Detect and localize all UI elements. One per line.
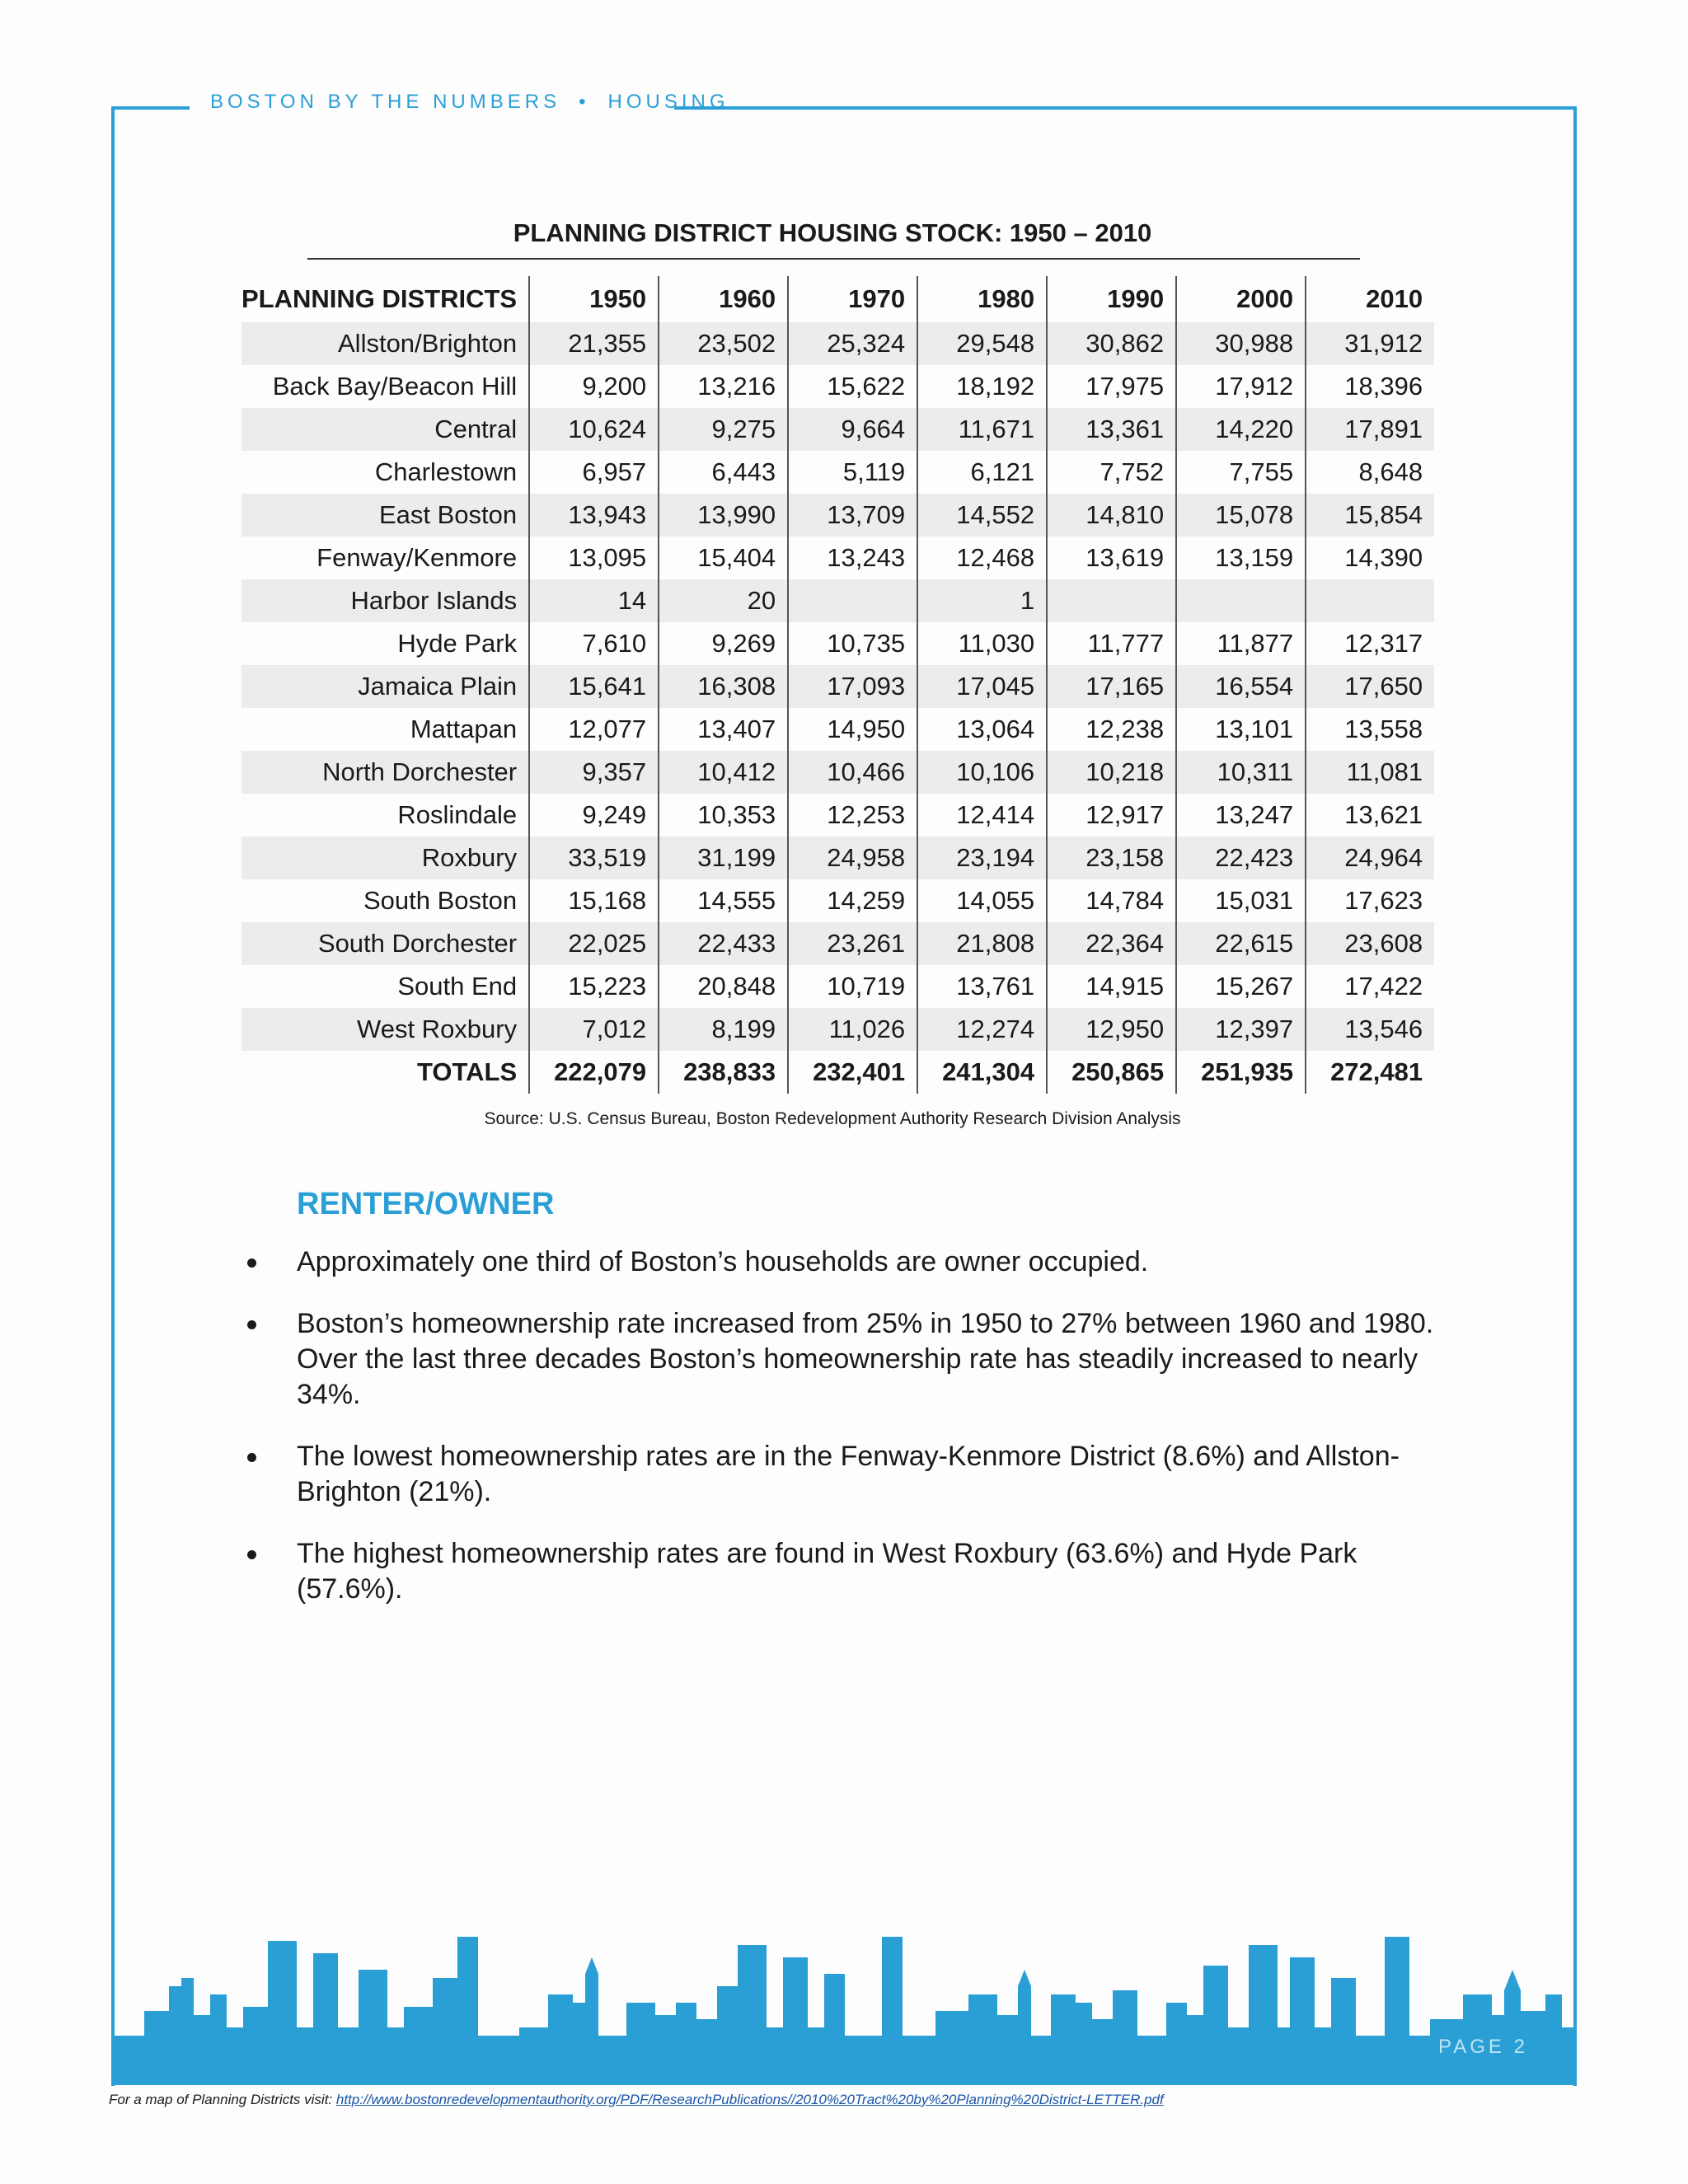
district-name-cell: Allston/Brighton (241, 322, 529, 365)
housing-count-cell: 15,404 (659, 537, 788, 579)
district-name-cell: South End (397, 972, 518, 1001)
housing-count-cell: 13,943 (529, 494, 659, 537)
bullet-item (247, 1439, 1467, 1510)
frame-right (1573, 108, 1577, 2086)
housing-count-cell: 31,199 (659, 837, 788, 879)
housing-count-cell: 14,915 (1047, 965, 1176, 1008)
housing-count-cell: 12,468 (917, 537, 1047, 579)
housing-count-cell: 10,412 (659, 751, 788, 794)
table-row (241, 322, 1434, 365)
table-row (241, 751, 1434, 794)
housing-count-cell: 12,077 (529, 708, 659, 751)
totals-row (241, 1051, 1434, 1094)
housing-count-cell: 14,259 (788, 879, 917, 922)
housing-count-cell: 10,624 (529, 408, 659, 451)
housing-count-cell: 23,261 (788, 922, 917, 965)
housing-count-cell: 13,407 (659, 708, 788, 751)
bullet-dot (247, 1453, 256, 1462)
table-row (241, 408, 1434, 451)
bullet-item (247, 1244, 1467, 1280)
bullet-text: The highest homeownership rates are found in West Roxbury (63.6%) and Hyde Park (57.6%). (297, 1538, 1357, 1605)
housing-count-cell: 22,364 (1047, 922, 1176, 965)
housing-count-cell: 12,274 (917, 1008, 1047, 1051)
table-row (241, 879, 1434, 922)
housing-count-cell: 29,548 (917, 322, 1047, 365)
housing-count-cell: 17,912 (1176, 365, 1306, 408)
housing-count-cell: 13,546 (1306, 1008, 1434, 1051)
bullet-text: Approximately one third of Boston’s households are owner occupied. (297, 1246, 1149, 1277)
housing-count-cell: 12,253 (788, 794, 917, 837)
housing-count-cell: 33,519 (529, 837, 659, 879)
table-row (241, 1008, 1434, 1051)
bullet-list (247, 1244, 1467, 1633)
housing-count-cell: 15,622 (788, 365, 917, 408)
bullet-dot (247, 1258, 256, 1268)
housing-count-cell: 20,848 (659, 965, 788, 1008)
housing-count-cell: 13,101 (1176, 708, 1306, 751)
housing-count-cell: 10,466 (788, 751, 917, 794)
housing-count-cell: 13,216 (659, 365, 788, 408)
housing-count-cell: 22,423 (1176, 837, 1306, 879)
housing-stock-table (241, 276, 1434, 1094)
footnote-prefix: For a map of Planning Districts visit: (109, 2092, 336, 2107)
housing-count-cell (788, 579, 917, 622)
district-name-cell: Roxbury (241, 837, 529, 879)
housing-count-cell: 6,443 (659, 451, 788, 494)
district-name-cell: Mattapan (410, 715, 518, 743)
housing-count-cell: 10,106 (917, 751, 1047, 794)
table-row (241, 837, 1434, 879)
bullet-text: The lowest homeownership rates are in the Fenway-Kenmore District (8.6%) and Allston-Brighton (21%). (297, 1441, 1400, 1507)
housing-count-cell: 222,079 (529, 1051, 659, 1094)
table-source: Source: U.S. Census Bureau, Boston Redevelopment Authority Research Division Analysis (484, 1109, 1181, 1128)
district-name-cell: North Dorchester (241, 751, 529, 794)
district-name-cell: Charlestown (374, 457, 518, 486)
housing-count-cell: 9,249 (529, 794, 659, 837)
housing-count-cell: 22,433 (659, 922, 788, 965)
housing-count-cell: 13,247 (1176, 794, 1306, 837)
housing-count-cell: 23,158 (1047, 837, 1176, 879)
title-rule (307, 258, 1360, 260)
housing-count-cell: 18,396 (1306, 365, 1434, 408)
district-name-cell: South Dorchester (241, 922, 529, 965)
housing-count-cell: 1 (917, 579, 1047, 622)
housing-count-cell: 10,311 (1176, 751, 1306, 794)
housing-count-cell: 16,308 (659, 665, 788, 708)
housing-count-cell: 241,304 (917, 1051, 1047, 1094)
bullet-item (247, 1536, 1467, 1607)
table-row (241, 665, 1434, 708)
housing-count-cell: 14,220 (1176, 408, 1306, 451)
table-row (241, 494, 1434, 537)
housing-count-cell: 13,159 (1176, 537, 1306, 579)
housing-count-cell: 14,552 (917, 494, 1047, 537)
frame-left (111, 108, 115, 2086)
housing-count-cell: 272,481 (1306, 1051, 1434, 1094)
housing-count-cell: 9,275 (659, 408, 788, 451)
housing-count-cell: 13,990 (659, 494, 788, 537)
table-row (241, 579, 1434, 622)
housing-count-cell: 31,912 (1306, 322, 1434, 365)
housing-count-cell: 12,397 (1176, 1008, 1306, 1051)
housing-count-cell: 251,935 (1176, 1051, 1306, 1094)
housing-count-cell: 9,357 (529, 751, 659, 794)
housing-count-cell: 14,390 (1306, 537, 1434, 579)
district-name-cell: West Roxbury (241, 1008, 529, 1051)
housing-count-cell: 10,218 (1047, 751, 1176, 794)
district-name-cell: Hyde Park (397, 629, 518, 658)
housing-count-cell: 250,865 (1047, 1051, 1176, 1094)
housing-count-cell: 17,623 (1306, 879, 1434, 922)
housing-count-cell: 7,610 (529, 622, 659, 665)
housing-count-cell: 7,752 (1047, 451, 1176, 494)
district-name-cell: South Boston (363, 886, 518, 915)
table-row (241, 708, 1434, 751)
housing-count-cell: 9,664 (788, 408, 917, 451)
district-name-cell: East Boston (241, 494, 529, 537)
planning-districts-map-link[interactable]: http://www.bostonredevelopmentauthority.org/PDF/ResearchPublications//2010%20Tract%20by%20Planning%20District-LETTER.pdf (335, 2092, 1164, 2107)
housing-count-cell: 25,324 (788, 322, 917, 365)
housing-count-cell: 16,554 (1176, 665, 1306, 708)
housing-count-cell: 8,648 (1306, 451, 1434, 494)
table-body (241, 322, 1434, 1094)
housing-count-cell: 11,026 (788, 1008, 917, 1051)
housing-count-cell: 15,641 (529, 665, 659, 708)
header-publication: BOSTON BY THE NUMBERS (210, 91, 561, 113)
page-number: PAGE 2 (1438, 2036, 1528, 2058)
housing-count-cell: 13,621 (1306, 794, 1434, 837)
housing-count-cell: 15,854 (1306, 494, 1434, 537)
table-row (241, 537, 1434, 579)
housing-count-cell: 17,045 (917, 665, 1047, 708)
housing-count-cell: 23,608 (1306, 922, 1434, 965)
housing-count-cell: 7,012 (529, 1008, 659, 1051)
table-row (241, 922, 1434, 965)
housing-count-cell: 10,719 (788, 965, 917, 1008)
bullet-item (247, 1306, 1467, 1413)
housing-count-cell: 17,650 (1306, 665, 1434, 708)
housing-count-cell: 12,414 (917, 794, 1047, 837)
housing-count-cell: 30,988 (1176, 322, 1306, 365)
housing-count-cell: 22,025 (529, 922, 659, 965)
housing-count-cell: 238,833 (659, 1051, 788, 1094)
column-header: 2010 (1306, 276, 1434, 322)
housing-count-cell: 21,355 (529, 322, 659, 365)
column-header: 1960 (659, 276, 788, 322)
housing-count-cell: 23,194 (917, 837, 1047, 879)
housing-count-cell (1176, 579, 1306, 622)
housing-count-cell: 14,784 (1047, 879, 1176, 922)
housing-count-cell: 11,877 (1176, 622, 1306, 665)
housing-count-cell: 15,031 (1176, 879, 1306, 922)
housing-count-cell: 17,093 (788, 665, 917, 708)
bullet-dot (247, 1320, 256, 1329)
housing-count-cell: 9,200 (529, 365, 659, 408)
housing-count-cell: 13,243 (788, 537, 917, 579)
column-header: 1980 (917, 276, 1047, 322)
housing-count-cell: 13,064 (917, 708, 1047, 751)
housing-count-cell: 23,502 (659, 322, 788, 365)
table-row (241, 622, 1434, 665)
header-bullet: • (579, 91, 590, 113)
housing-count-cell: 24,964 (1306, 837, 1434, 879)
table-row (241, 451, 1434, 494)
housing-count-cell: 5,119 (788, 451, 917, 494)
column-header: 2000 (1176, 276, 1306, 322)
bullet-text: Boston’s homeownership rate increased from 25% in 1950 to 27% between 1960 and 1980. Over the last three decades Boston’s homeownership rate has steadily increased to nearly 34%. (297, 1308, 1434, 1410)
district-name-cell: Harbor Islands (241, 579, 529, 622)
district-name-cell: Central (241, 408, 529, 451)
housing-count-cell: 17,975 (1047, 365, 1176, 408)
housing-count-cell: 10,353 (659, 794, 788, 837)
table-row (241, 365, 1434, 408)
housing-count-cell: 8,199 (659, 1008, 788, 1051)
bullet-dot (247, 1550, 256, 1559)
housing-count-cell: 13,558 (1306, 708, 1434, 751)
housing-count-cell: 12,317 (1306, 622, 1434, 665)
table-row (241, 794, 1434, 837)
housing-count-cell: 24,958 (788, 837, 917, 879)
housing-count-cell: 10,735 (788, 622, 917, 665)
footnote (109, 2092, 1164, 2108)
column-header: 1990 (1047, 276, 1176, 322)
housing-count-cell: 14,810 (1047, 494, 1176, 537)
housing-count-cell: 12,950 (1047, 1008, 1176, 1051)
housing-count-cell: 30,862 (1047, 322, 1176, 365)
housing-count-cell: 232,401 (788, 1051, 917, 1094)
frame-top-left (111, 106, 190, 110)
district-name-cell: TOTALS (417, 1057, 518, 1086)
housing-count-cell: 18,192 (917, 365, 1047, 408)
table-title: PLANNING DISTRICT HOUSING STOCK: 1950 – 2010 (513, 218, 1152, 247)
housing-count-cell: 14,055 (917, 879, 1047, 922)
housing-count-cell: 6,121 (917, 451, 1047, 494)
housing-count-cell: 9,269 (659, 622, 788, 665)
housing-count-cell: 12,917 (1047, 794, 1176, 837)
housing-count-cell: 6,957 (529, 451, 659, 494)
housing-count-cell (1047, 579, 1176, 622)
housing-count-cell: 17,422 (1306, 965, 1434, 1008)
housing-count-cell: 14 (529, 579, 659, 622)
housing-count-cell: 11,081 (1306, 751, 1434, 794)
housing-count-cell: 12,238 (1047, 708, 1176, 751)
housing-count-cell: 14,555 (659, 879, 788, 922)
housing-count-cell: 20 (659, 579, 788, 622)
housing-count-cell: 15,078 (1176, 494, 1306, 537)
housing-count-cell: 11,777 (1047, 622, 1176, 665)
housing-count-cell: 21,808 (917, 922, 1047, 965)
district-name-cell: Roslindale (397, 800, 518, 829)
housing-count-cell: 14,950 (788, 708, 917, 751)
section-heading: RENTER/OWNER (297, 1187, 555, 1221)
district-name-cell: Jamaica Plain (241, 665, 529, 708)
column-header: PLANNING DISTRICTS (241, 284, 518, 313)
housing-count-cell: 15,223 (529, 965, 659, 1008)
housing-count-cell: 15,168 (529, 879, 659, 922)
running-header (210, 91, 729, 114)
housing-count-cell: 15,267 (1176, 965, 1306, 1008)
housing-count-cell: 17,165 (1047, 665, 1176, 708)
frame-top-right (674, 106, 1577, 110)
column-header: 1950 (529, 276, 659, 322)
header-section: HOUSING (607, 91, 729, 113)
housing-count-cell: 13,619 (1047, 537, 1176, 579)
housing-count-cell: 13,761 (917, 965, 1047, 1008)
housing-count-cell: 11,671 (917, 408, 1047, 451)
district-name-cell: Fenway/Kenmore (316, 543, 518, 572)
housing-count-cell: 13,095 (529, 537, 659, 579)
district-name-cell: Back Bay/Beacon Hill (272, 372, 518, 401)
table-row (241, 965, 1434, 1008)
housing-count-cell: 13,709 (788, 494, 917, 537)
housing-count-cell: 7,755 (1176, 451, 1306, 494)
city-skyline-graphic (111, 1912, 1577, 2085)
table-header-row (241, 276, 1434, 322)
housing-count-cell: 13,361 (1047, 408, 1176, 451)
housing-count-cell: 17,891 (1306, 408, 1434, 451)
housing-count-cell: 11,030 (917, 622, 1047, 665)
housing-count-cell (1306, 579, 1434, 622)
housing-count-cell: 22,615 (1176, 922, 1306, 965)
column-header: 1970 (788, 276, 917, 322)
